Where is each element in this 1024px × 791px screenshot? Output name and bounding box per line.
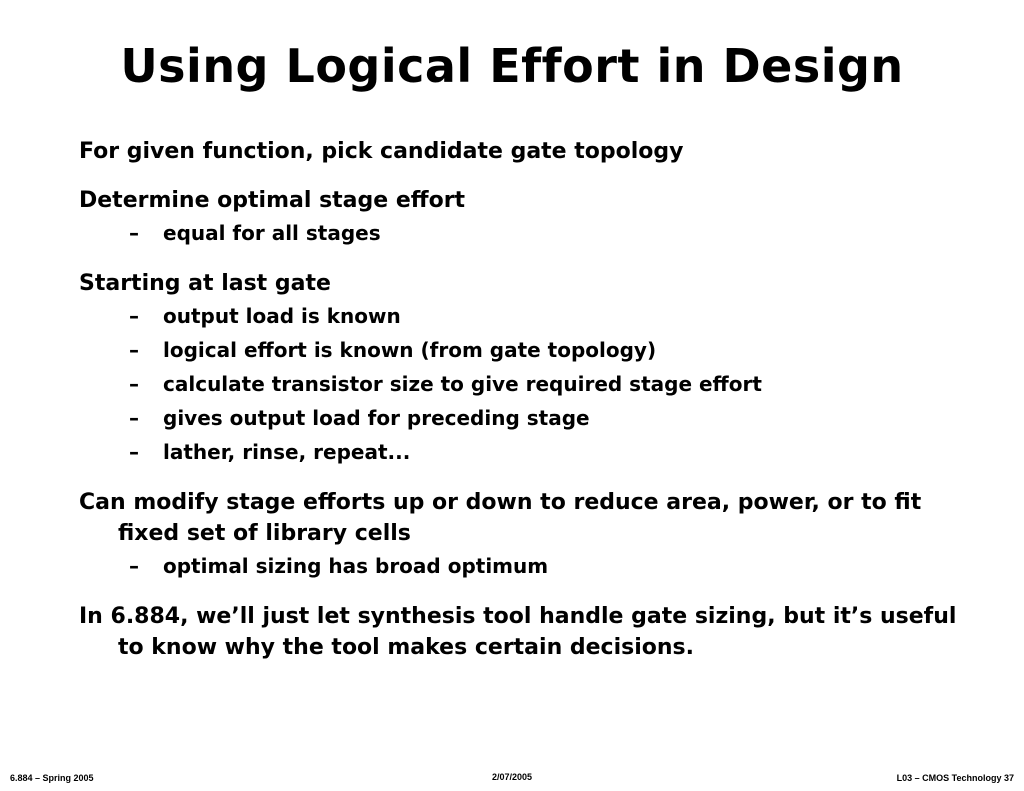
sub-bullet-text: equal for all stages [163, 221, 381, 245]
bullet-item: For given function, pick candidate gate topology [79, 139, 684, 164]
bullet-list [79, 136, 959, 663]
sub-bullet-item [79, 401, 959, 435]
sub-bullet-item [79, 367, 959, 401]
footer-date: 2/07/2005 [491, 772, 533, 782]
bullet-item: Can modify stage efforts up or down to reduce area, power, or to fit fixed set of library cells [79, 490, 922, 546]
sub-bullet-item [79, 435, 959, 469]
sub-bullet-text: calculate transistor size to give required stage effort [163, 372, 762, 396]
dash-marker: – [129, 406, 139, 430]
dash-marker: – [129, 554, 139, 578]
dash-marker: – [129, 221, 139, 245]
sub-bullet-text: gives output load for preceding stage [163, 406, 590, 430]
sub-bullet-item [79, 216, 959, 250]
dash-marker: – [129, 440, 139, 464]
bullet-item: In 6.884, we’ll just let synthesis tool handle gate sizing, but it’s useful to know why the tool makes certain decisions. [79, 604, 957, 660]
slide-title: Using Logical Effort in Design [120, 39, 904, 93]
footer-course: 6.884 – Spring 2005 [10, 773, 94, 783]
sub-bullet-item [79, 299, 959, 333]
sub-bullet-item [79, 333, 959, 367]
bullet-item: Starting at last gate [79, 271, 331, 296]
sub-bullet-item [79, 549, 959, 583]
sub-bullet-text: output load is known [163, 304, 401, 328]
sub-bullet-text: logical effort is known (from gate topology) [163, 338, 657, 362]
sub-bullet-text: optimal sizing has broad optimum [163, 554, 549, 578]
dash-marker: – [129, 338, 139, 362]
bullet-item: Determine optimal stage effort [79, 188, 466, 213]
footer-slide-number: L03 – CMOS Technology 37 [896, 773, 1014, 783]
sub-bullet-text: lather, rinse, repeat... [163, 440, 411, 464]
dash-marker: – [129, 304, 139, 328]
dash-marker: – [129, 372, 139, 396]
